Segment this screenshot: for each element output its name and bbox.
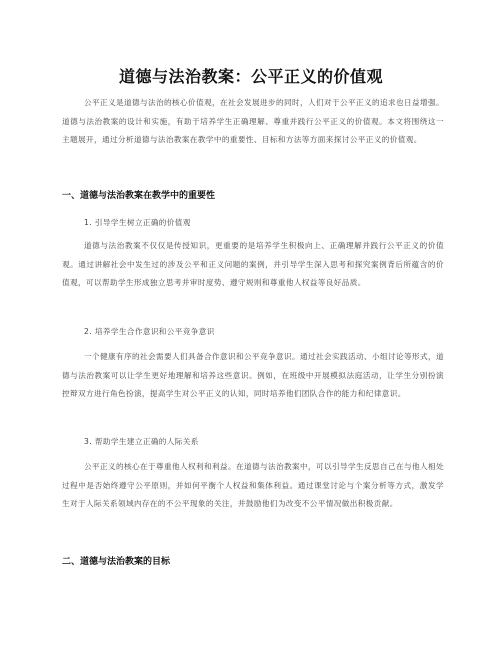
item-3-title: 3. 帮助学生建立正确的人际关系 [84, 437, 199, 446]
section-1-heading: 一、道德与法治教案在教学中的重要性 [62, 191, 216, 201]
document-title: 道德与法治教案：公平正义的价值观 [118, 67, 383, 86]
section-2-heading: 二、道德与法治教案的目标 [62, 557, 171, 567]
item-3-body: 公平正义的核心在于尊重他人权利和利益。在道德与法治教案中，可以引导学生反思自己在与他人相处过程中是否始终遵守公平原则，并如何平衡个人权益和集体利益。通过课堂讨论与个案分析等方式，激发学生对于人际关系领域内存在的不公平现象的关注，并鼓励他们为改变不公平情况做出积极贡献。 [62, 462, 444, 509]
item-1-body: 道德与法治教案不仅仅是传授知识，更重要的是培养学生积极向上、正确理解并践行公平正义的价值观。通过讲解社会中发生过的涉及公平和正义问题的案例，并引导学生深入思考和探究案例背后所蕴含的价值观，可以帮助学生形成独立思考并审时度势、遵守规则和尊重他人权益等良好品质。 [62, 241, 444, 288]
item-2-title: 2. 培养学生合作意识和公平竞争意识 [84, 327, 215, 336]
intro-paragraph: 公平正义是道德与法治的核心价值观，在社会发展进步的同时，人们对于公平正义的追求也日益增强。道德与法治教案的设计和实施，有助于培养学生正确理解、尊重并践行公平正义的价值观。本文将围绕这一主题展开，通过分析道德与法治教案在教学中的重要性、目标和方法等方面来探讨公平正义的价值观。 [62, 98, 444, 145]
item-2-body: 一个健康有序的社会需要人们具备合作意识和公平竞争意识。通过社会实践活动、小组讨论等形式，道德与法治教案可以让学生更好地理解和培养这些意识。例如，在班级中开展模拟法庭活动，让学生分别扮演控辩双方进行角色扮演，提高学生对公平正义的认知，同时培养他们团队合作的能力和纪律意识。 [62, 352, 444, 399]
item-1-title: 1. 引导学生树立正确的价值观 [84, 218, 191, 227]
